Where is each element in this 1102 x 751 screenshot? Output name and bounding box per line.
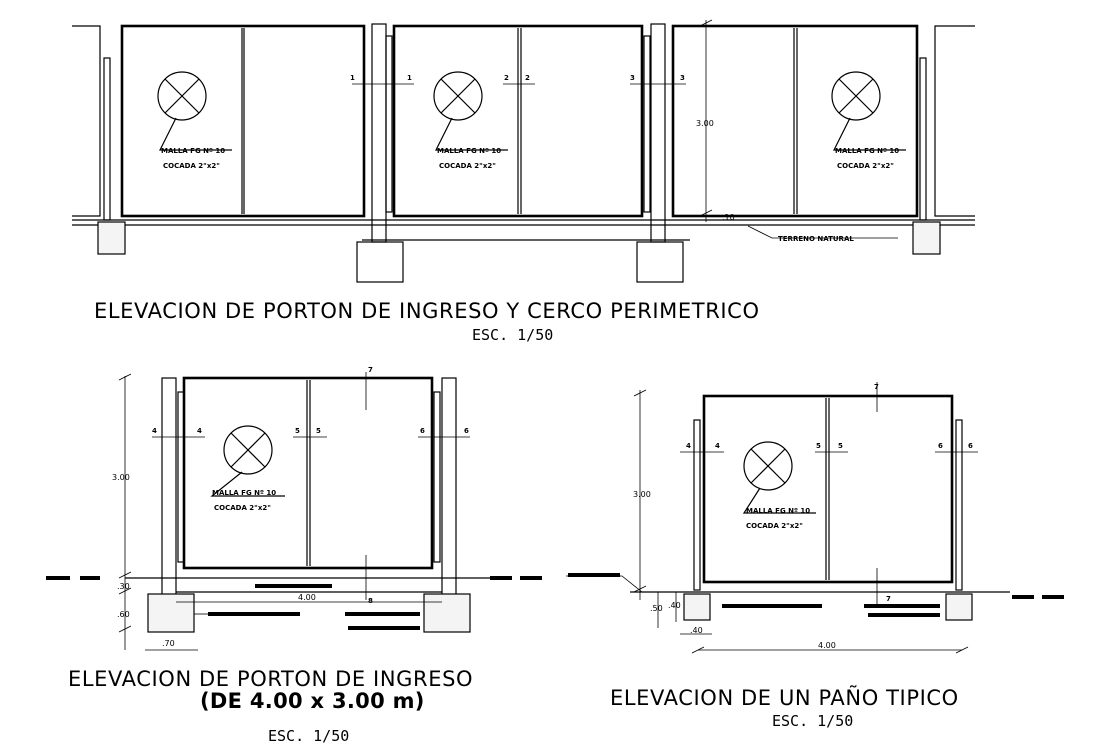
dim-height-right: 3.00 <box>633 490 651 499</box>
cut-mark: 4 <box>152 427 157 435</box>
malla-label-1: MALLA FG Nº 10 <box>161 147 226 155</box>
dim-height-top: 3.00 <box>696 119 714 128</box>
dim-40-vert: .40 <box>668 601 681 610</box>
mesh-symbol-3 <box>832 72 906 150</box>
cut-mark: 6 <box>464 427 469 435</box>
cut-mark: 7 <box>874 383 879 391</box>
cocada-label-4: COCADA 2"x2" <box>214 504 271 512</box>
cut-mark: 3 <box>630 74 635 82</box>
terreno-label: TERRENO NATURAL <box>778 235 854 243</box>
mesh-symbol-1 <box>158 72 232 150</box>
cut-mark: 5 <box>316 427 321 435</box>
cut-mark: 6 <box>420 427 425 435</box>
cut-mark: 7 <box>368 366 373 374</box>
cut-mark: 1 <box>350 74 355 82</box>
malla-label-4: MALLA FG Nº 10 <box>212 489 277 497</box>
cut-mark: 3 <box>680 74 685 82</box>
cocada-label-1: COCADA 2"x2" <box>163 162 220 170</box>
scale-bottom-left: ESC. 1/50 <box>268 727 350 745</box>
dim-width-left: 4.00 <box>298 593 316 602</box>
cut-mark: 6 <box>968 442 973 450</box>
cut-mark: 2 <box>525 74 530 82</box>
title-bottom-left-1: ELEVACION DE PORTON DE INGRESO <box>68 667 474 691</box>
malla-label-2: MALLA FG Nº 10 <box>437 147 502 155</box>
bottom-left-elevation <box>46 366 542 650</box>
dim-60: .60 <box>117 610 130 619</box>
cut-mark: 5 <box>295 427 300 435</box>
cut-mark: 4 <box>686 442 691 450</box>
dim-50: .50 <box>650 604 663 613</box>
cut-mark: 2 <box>504 74 509 82</box>
top-elevation <box>72 20 975 282</box>
dim-40-horiz: .40 <box>690 626 703 635</box>
scale-top: ESC. 1/50 <box>472 326 554 344</box>
cut-mark: 1 <box>407 74 412 82</box>
title-bottom-right: ELEVACION DE UN PAÑO TIPICO <box>610 686 959 710</box>
title-top: ELEVACION DE PORTON DE INGRESO Y CERCO PERIMETRICO <box>94 299 760 323</box>
title-bottom-left-2: (DE 4.00 x 3.00 m) <box>200 689 425 713</box>
malla-label-5: MALLA FG Nº 10 <box>746 507 811 515</box>
dim-height-left: 3.00 <box>112 473 130 482</box>
cut-mark: 5 <box>838 442 843 450</box>
cut-mark: 8 <box>368 597 373 605</box>
malla-label-3: MALLA FG Nº 10 <box>835 147 900 155</box>
cocada-label-2: COCADA 2"x2" <box>439 162 496 170</box>
dim-width-right: 4.00 <box>818 641 836 650</box>
scale-bottom-right: ESC. 1/50 <box>772 712 854 730</box>
dim-70: .70 <box>162 639 175 648</box>
bottom-right-elevation <box>566 382 1064 653</box>
dim-ground-offset: .10 <box>722 213 735 222</box>
cut-mark: 6 <box>938 442 943 450</box>
cocada-label-3: COCADA 2"x2" <box>837 162 894 170</box>
mesh-symbol-2 <box>434 72 508 150</box>
cut-mark: 7 <box>886 595 891 603</box>
cut-mark: 4 <box>197 427 202 435</box>
cocada-label-5: COCADA 2"x2" <box>746 522 803 530</box>
cut-mark: 4 <box>715 442 720 450</box>
cut-mark: 5 <box>816 442 821 450</box>
dim-30: .30 <box>117 582 130 591</box>
